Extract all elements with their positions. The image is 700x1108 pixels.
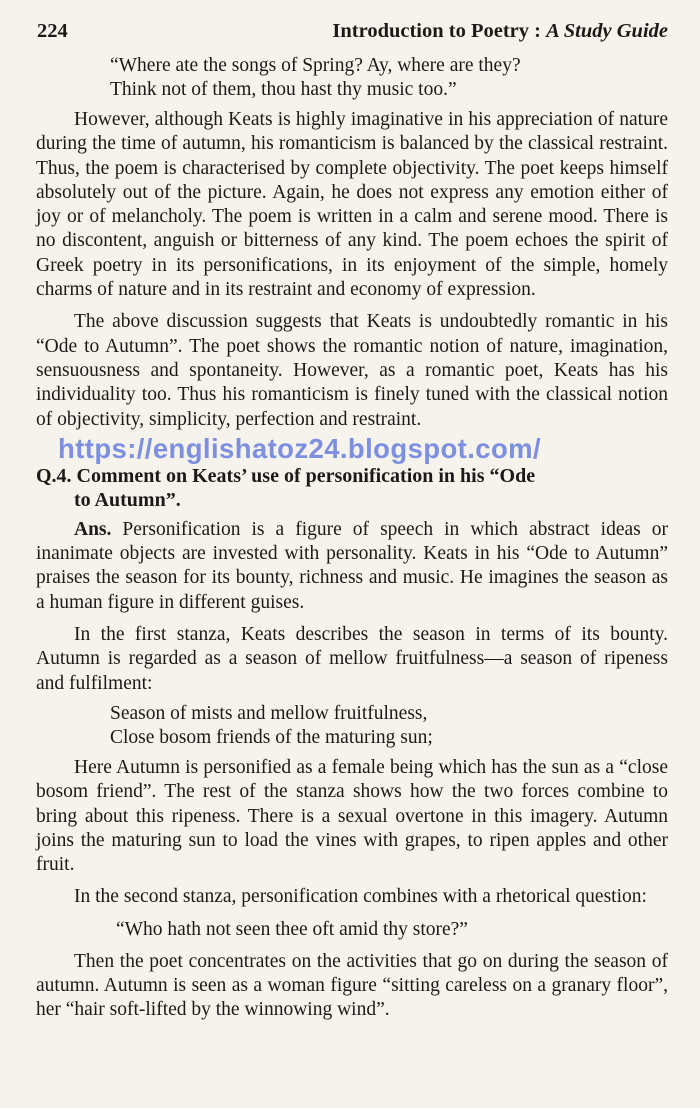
paragraph: The above discussion suggests that Keats is undoubtedly romantic in his “Ode to Autumn”. The poet shows the romantic notion of nature, imagination, sensuousness and spontaneity. However, as a romantic poet, Keats has his individuality too. Thus his romanticism is finely tuned with the classical notion of objectivity, simplicity, perfection and restraint. xyxy=(36,311,668,430)
book-title-italic: A Study Guide xyxy=(546,20,668,42)
answer-paragraph xyxy=(36,518,668,615)
paragraph: However, although Keats is highly imaginative in his appreciation of nature during the time of autumn, his romanticism is balanced by the classical restraint. Thus, the poem is characterised by complete objectivity. The poet keeps himself absolutely out of the picture. Again, he does not express any emotion either of joy or of melancholy. The poem is written in a calm and serene mood. There is no discontent, anguish or bitterness of any kind. The poem echoes the spirit of Greek poetry in its personifications, in its enjoyment of the simple, homely charms of nature and in its restraint and economy of expression. xyxy=(36,109,668,301)
answer-label: Ans. xyxy=(74,518,112,540)
quote-line: “Where ate the songs of Spring? Ay, where are they? xyxy=(110,55,521,76)
page-number: 224 xyxy=(37,20,68,42)
book-title xyxy=(332,20,668,43)
quote-line: Close bosom friends of the maturing sun; xyxy=(110,726,433,748)
quote-line: Season of mists and mellow fruitfulness, xyxy=(110,702,428,724)
book-title-main: Introduction to Poetry : xyxy=(332,20,547,42)
question-line: Q.4. Comment on Keats’ use of personification in his “Ode xyxy=(36,464,536,487)
paragraph: Then the poet concentrates on the activities that go on during the season of autumn. Autumn is seen as a woman figure “sitting careless on a granary floor”, her “hair soft-lifted by the winnowing wind”. xyxy=(36,950,668,1021)
question-heading xyxy=(36,464,668,512)
quote-line: Think not of them, thou hast thy music too.” xyxy=(110,79,457,100)
paragraph: In the second stanza, personification combines with a rhetorical question: xyxy=(74,886,647,908)
watermark-url: https://englishatoz24.blogspot.com/ xyxy=(58,432,542,464)
page-header xyxy=(36,20,668,50)
quote-line: “Who hath not seen thee oft amid thy store?” xyxy=(116,918,468,940)
question-line: to Autumn”. xyxy=(74,488,181,511)
answer-text: Personification is a figure of speech in which abstract ideas or inanimate objects are invested with personality. Keats in his “Ode to Autumn” praises the season for its bounty, richness and music. He imagines the season as a human figure in different guises. xyxy=(36,518,668,613)
paragraph: Here Autumn is personified as a female being which has the sun as a “close bosom friend”. The rest of the stanza shows how the two forces combine to bring about this ripeness. There is a sexual overtone in this imagery. Autumn joins the maturing sun to load the vines with grapes, to ripen apples and other fruit. xyxy=(36,756,668,876)
paragraph: In the first stanza, Keats describes the season in terms of its bounty. Autumn is regarded as a season of mellow fruitfulness—a season of ripeness and fulfilment: xyxy=(36,624,668,694)
